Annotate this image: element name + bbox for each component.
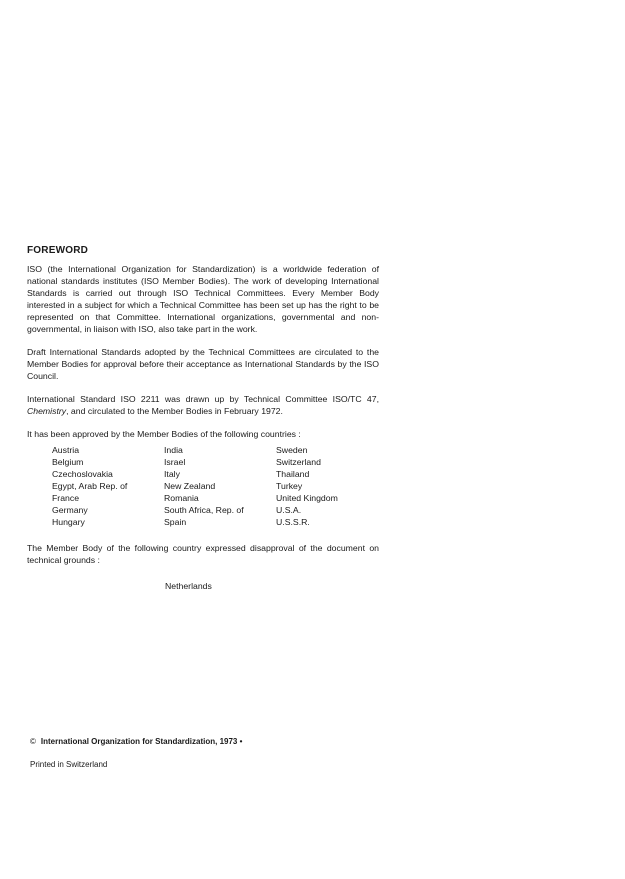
page-footer [30, 736, 242, 770]
country-name: Italy [164, 469, 180, 479]
country-name: Belgium [52, 457, 84, 467]
country-name: Israel [164, 457, 186, 467]
disapproval-intro: The Member Body of the following country expressed disapproval of the document on technical grounds : [27, 543, 379, 565]
country-name: Hungary [52, 517, 85, 527]
foreword-section [27, 245, 379, 594]
country-column [276, 444, 388, 528]
paragraph-draft-standards: Draft International Standards adopted by the Technical Committees are circulated to the Member Bodies for approval before their acceptance as International Standards by the ISO Council. [27, 347, 379, 381]
country-name: Germany [52, 505, 88, 515]
foreword-title: FOREWORD [27, 245, 89, 256]
country-name: Thailand [276, 469, 310, 479]
approving-countries [52, 444, 379, 528]
country-column [52, 444, 164, 528]
country-name: United Kingdom [276, 493, 338, 503]
country-name: Romania [164, 493, 199, 503]
country-name: Egypt, Arab Rep. of [52, 481, 128, 491]
country-name: Spain [164, 517, 187, 527]
country-name: U.S.S.R. [276, 517, 310, 527]
approval-intro: It has been approved by the Member Bodies of the following countries : [27, 429, 301, 439]
country-name: U.S.A. [276, 505, 302, 515]
paragraph-standard-origin [27, 393, 379, 417]
standard-origin-tail: , and circulated to the Member Bodies in February 1972. [66, 406, 283, 416]
paragraph-iso-intro: ISO (the International Organization for Standardization) is a worldwide federation of national standards institutes (ISO Member Bodies). The work of developing International Standards is carried out through ISO Technical Committees. Every Member Body interested in a subject for which a Technical Committee has been set up has the right to be represented on that Committee. International organizations, governmental and non-governmental, in liaison with ISO, also take part in the work. [27, 264, 379, 334]
printed-in: Printed in Switzerland [30, 760, 108, 769]
country-name: Sweden [276, 445, 308, 455]
country-column [164, 444, 276, 528]
country-name: South Africa, Rep. of [164, 505, 244, 515]
disapproving-country: Netherlands [165, 581, 212, 591]
country-name: Turkey [276, 481, 303, 491]
copyright-text: International Organization for Standardization, 1973 • [40, 737, 243, 746]
country-name: India [164, 445, 183, 455]
country-name: France [52, 493, 80, 503]
copyright-symbol: © [30, 737, 36, 746]
country-name: Austria [52, 445, 80, 455]
country-name: New Zealand [164, 481, 216, 491]
standard-origin-text: International Standard ISO 2211 was drawn up by Technical Committee ISO/TC 47, [27, 394, 379, 404]
country-name: Czechoslovakia [52, 469, 113, 479]
copyright-line [30, 736, 242, 747]
country-name: Switzerland [276, 457, 321, 467]
committee-name: Chemistry [27, 406, 67, 416]
